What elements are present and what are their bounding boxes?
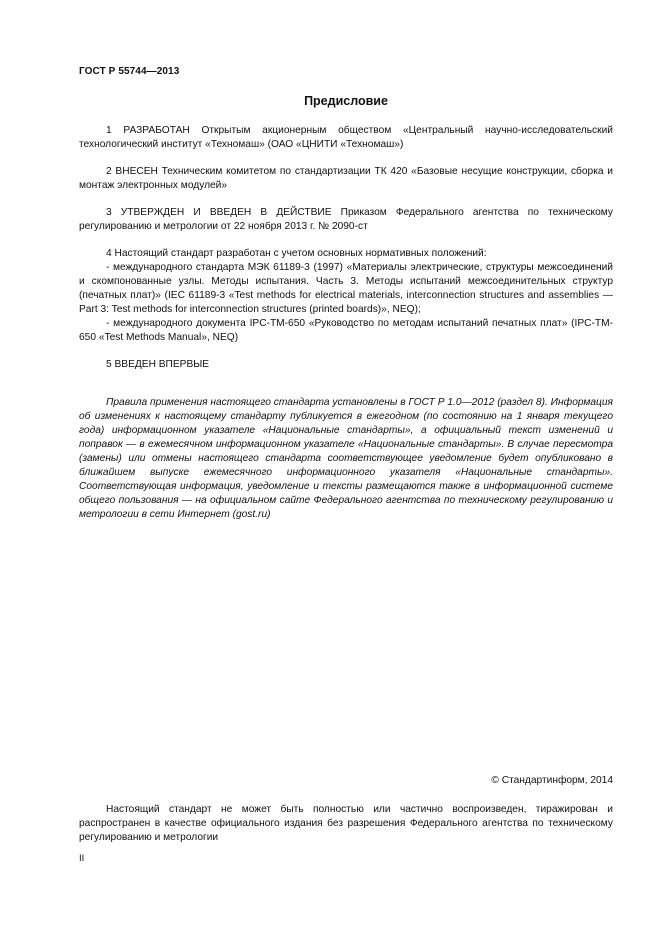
preface-item-text: 2 ВНЕСЕН Техническим комитетом по стандартизации ТК 420 «Базовые несущие конструкции, сборка и монтаж электронных модулей» (79, 166, 613, 191)
preface-item-text: 1 РАЗРАБОТАН Открытым акционерным обществом «Центральный научно-исследовательский технологический институт «Техномаш» (ОАО «ЦНИТИ «Техномаш») (79, 125, 613, 150)
preface-item-5 (79, 358, 613, 372)
preface-item-text: 3 УТВЕРЖДЕН И ВВЕДЕН В ДЕЙСТВИЕ Приказом Федерального агентства по техническому регулированию и метрологии от 22 ноября 2013 г. № 2090-ст (79, 207, 613, 232)
copyright-line: © Стандартинформ, 2014 (491, 775, 613, 786)
reproduction-notice: Настоящий стандарт не может быть полностью или частично воспроизведен, тиражирован и распространен в качестве официального издания без разрешения Федерального агентства по техническому регулированию и метрологии (79, 804, 613, 843)
preface-sections (79, 124, 613, 385)
preface-item-text: 4 Настоящий стандарт разработан с учетом основных нормативных положений: (106, 248, 487, 259)
preface-item-2 (79, 165, 613, 193)
preface-item-3 (79, 206, 613, 234)
preface-item-1 (79, 124, 613, 152)
preface-item-text: 5 ВВЕДЕН ВПЕРВЫЕ (106, 359, 210, 370)
preface-item-4 (79, 247, 613, 345)
application-rules-note: Правила применения настоящего стандарта установлены в ГОСТ Р 1.0—2012 (раздел 8). Информация об изменениях к настоящему стандарту публикуется в ежегодном (по состоянию на 1 января текущего года) информационном указателе «Национальные стандарты», а официальный текст изменений и поправок — в ежемесячном информационном указателе «Национальные стандарты». В случае пересмотра (замены) или отмены настоящего стандарта соответствующее уведомление будет опубликовано в ближайшем выпуске ежемесячного информационного указателя «Национальные стандарты». Соответствующая информация, уведомление и тексты размещаются также в информационной системе общего пользования — на официальном сайте Федерального агентства по техническому регулированию и метрологии в сети Интернет (gost.ru) (79, 397, 613, 520)
document-code-header: ГОСТ Р 55744—2013 (79, 66, 180, 77)
preface-item-subtext: - международного документа IPC-TM-650 «Руководство по методам испытаний печатных плат» (IPC-TM-650 «Test Methods Manual», NEQ) (79, 318, 613, 343)
preface-item-subtext: - международного стандарта МЭК 61189-3 (1997) «Материалы электрические, структуры межсоединений и скомпонованные узлы. Методы испытания. Часть 3. Методы испытаний межсоединительных структур (печатных плат)» (IEC 61189-3 «Test methods for electrical materials, interconnection structures and assemblies — Part 3: Test methods for interconnection structures (printed boards)», NEQ); (79, 262, 613, 315)
page-number: II (79, 853, 85, 864)
page-title: Предисловие (304, 94, 388, 108)
